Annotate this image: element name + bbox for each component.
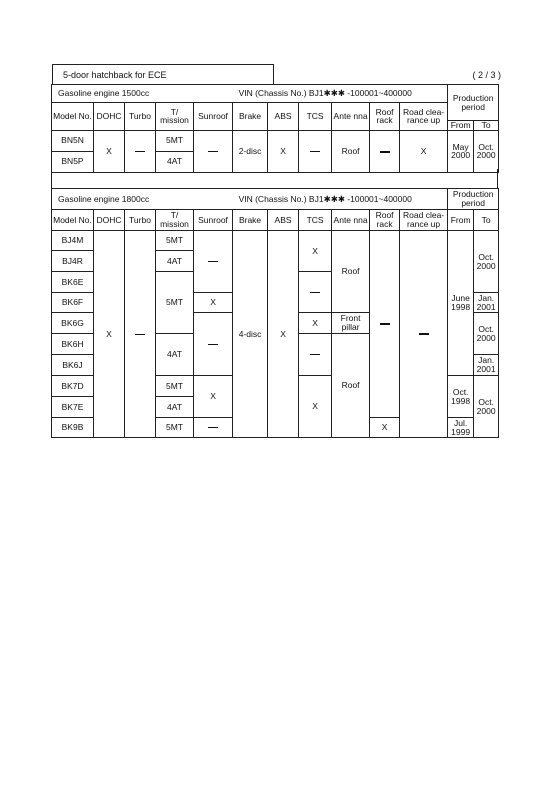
transmission-value: 5MT	[156, 231, 194, 251]
dash-mark	[208, 151, 218, 152]
turbo-dash	[125, 130, 156, 172]
model-no: BK6E	[52, 272, 94, 293]
transmission-value: 4AT	[156, 334, 194, 376]
col-sunroof: Sunroof	[194, 210, 233, 231]
dash-mark	[380, 151, 390, 153]
col-dohc: DOHC	[94, 103, 125, 131]
col-tcs: TCS	[299, 210, 332, 231]
to-value: Oct. 2000	[474, 130, 499, 172]
to-value: Jan. 2001	[474, 355, 499, 376]
col-roof-rack: Roof rack	[370, 210, 400, 231]
to-value: Jan. 2001	[474, 293, 499, 313]
dash-mark	[380, 323, 390, 325]
col-turbo: Turbo	[125, 210, 156, 231]
from-value: Jul. 1999	[448, 418, 474, 438]
transmission-value: 4AT	[156, 397, 194, 418]
table-1800cc	[51, 188, 499, 438]
brake-value: 2-disc	[233, 130, 268, 172]
tcs-value: X	[299, 376, 332, 438]
section-title: Gasoline engine 1500cc	[52, 85, 233, 103]
vin-label: VIN (Chassis No.) BJ1✱✱✱ -100001~400000	[233, 85, 448, 103]
col-brake: Brake	[233, 103, 268, 131]
to-value: Oct. 2000	[474, 313, 499, 355]
col-transmission: T/ mission	[156, 103, 194, 131]
model-no: BK9B	[52, 418, 94, 438]
tcs-dash	[299, 272, 332, 313]
col-roof-rack: Roof rack	[370, 103, 400, 131]
model-no: BN5P	[52, 151, 94, 172]
production-period-header: Production period	[448, 85, 499, 121]
model-no: BK7E	[52, 397, 94, 418]
dash-mark	[208, 261, 218, 262]
vin-label: VIN (Chassis No.) BJ1✱✱✱ -100001~400000	[233, 189, 448, 210]
antenna-value: Roof	[332, 334, 370, 438]
document-tab-label: 5-door hatchback for ECE	[52, 64, 274, 84]
dash-mark	[310, 151, 320, 152]
to-value: Oct. 2000	[474, 376, 499, 438]
col-from: From	[448, 121, 474, 131]
section-gap	[51, 169, 498, 188]
production-period-header: Production period	[448, 189, 499, 210]
from-value: June 1998	[448, 231, 474, 376]
antenna-value: Roof	[332, 231, 370, 313]
from-value: Oct. 1998	[448, 376, 474, 418]
col-turbo: Turbo	[125, 103, 156, 131]
sunroof-dash	[194, 418, 233, 438]
model-no: BJ4M	[52, 231, 94, 251]
section-title: Gasoline engine 1800cc	[52, 189, 233, 210]
col-from: From	[448, 210, 474, 231]
tcs-value: X	[299, 231, 332, 272]
model-no: BK7D	[52, 376, 94, 397]
col-abs: ABS	[268, 210, 299, 231]
table-1500cc	[51, 84, 499, 173]
abs-value: X	[268, 231, 299, 438]
dash-mark	[419, 333, 429, 335]
road-clearance-dash	[400, 231, 448, 438]
to-value: Oct. 2000	[474, 231, 499, 293]
sunroof-value: X	[194, 293, 233, 313]
model-no: BK6J	[52, 355, 94, 376]
model-no: BK6G	[52, 313, 94, 334]
col-to: To	[474, 210, 499, 231]
col-antenna: Ante nna	[332, 103, 370, 131]
turbo-dash	[125, 231, 156, 438]
col-road-clearance: Road clea- rance up	[400, 210, 448, 231]
transmission-value: 5MT	[156, 272, 194, 334]
col-antenna: Ante nna	[332, 210, 370, 231]
sunroof-dash	[194, 130, 233, 172]
col-brake: Brake	[233, 210, 268, 231]
dash-mark	[135, 151, 145, 152]
brake-value: 4-disc	[233, 231, 268, 438]
sunroof-value: X	[194, 376, 233, 418]
model-no: BK6F	[52, 293, 94, 313]
dash-mark	[310, 354, 320, 355]
abs-value: X	[268, 130, 299, 172]
col-model-no: Model No.	[52, 103, 94, 131]
model-no: BN5N	[52, 130, 94, 151]
sunroof-dash	[194, 313, 233, 376]
col-abs: ABS	[268, 103, 299, 131]
transmission-value: 4AT	[156, 151, 194, 172]
dash-mark	[310, 292, 320, 293]
transmission-value: 5MT	[156, 376, 194, 397]
col-dohc: DOHC	[94, 210, 125, 231]
tcs-value: X	[299, 313, 332, 334]
col-to: To	[474, 121, 499, 131]
roof-rack-value: X	[370, 418, 400, 438]
road-clearance-value: X	[400, 130, 448, 172]
model-no: BJ4R	[52, 251, 94, 272]
model-no: BK6H	[52, 334, 94, 355]
sunroof-dash	[194, 231, 233, 293]
roof-rack-dash	[370, 231, 400, 418]
dash-mark	[135, 334, 145, 335]
dohc-value: X	[94, 130, 125, 172]
roof-rack-dash	[370, 130, 400, 172]
transmission-value: 5MT	[156, 130, 194, 151]
col-model-no: Model No.	[52, 210, 94, 231]
antenna-value: Roof	[332, 130, 370, 172]
tcs-dash	[299, 334, 332, 376]
col-sunroof: Sunroof	[194, 103, 233, 131]
transmission-value: 5MT	[156, 418, 194, 438]
from-value: May 2000	[448, 130, 474, 172]
col-road-clearance: Road clea- rance up	[400, 103, 448, 131]
transmission-value: 4AT	[156, 251, 194, 272]
tcs-dash	[299, 130, 332, 172]
dohc-value: X	[94, 231, 125, 438]
dash-mark	[208, 427, 218, 428]
antenna-value: Front pillar	[332, 313, 370, 334]
col-transmission: T/ mission	[156, 210, 194, 231]
page-number: ( 2 / 3 )	[472, 70, 501, 80]
dash-mark	[208, 344, 218, 345]
col-tcs: TCS	[299, 103, 332, 131]
